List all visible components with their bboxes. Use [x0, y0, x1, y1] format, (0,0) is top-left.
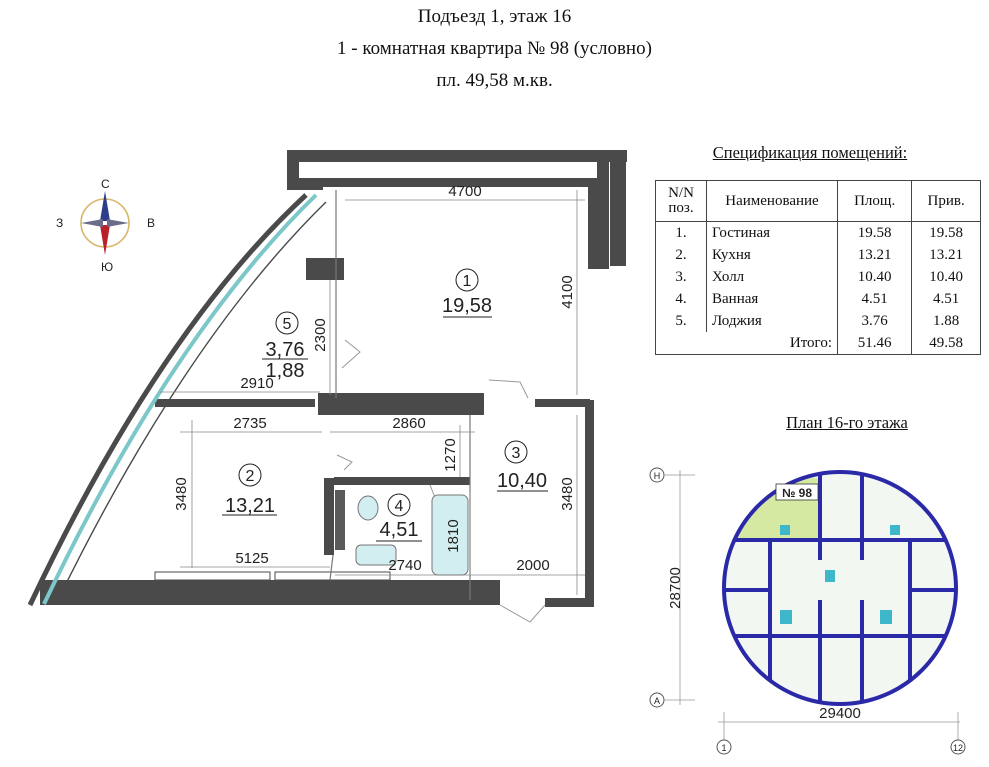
- dim-29400: 29400: [819, 705, 861, 722]
- compass-east-label: В: [147, 216, 156, 230]
- floor-plan: [640, 440, 985, 765]
- apartment-label: № 98: [781, 486, 813, 500]
- dim-2740: 2740: [388, 557, 422, 574]
- header-name: Наименование: [707, 181, 838, 222]
- room-1-area: 19,58: [441, 295, 493, 317]
- room-3-area: 10,40: [496, 470, 548, 492]
- specification-table: [655, 180, 981, 355]
- room-4-number: 4: [394, 498, 404, 515]
- header-area: Площ.: [838, 181, 912, 222]
- dim-4100: 4100: [559, 275, 576, 309]
- header-num: N/N поз.: [656, 181, 707, 222]
- compass-north-label: С: [101, 177, 110, 191]
- compass-south-label: Ю: [101, 260, 114, 274]
- axis-h-label: Н: [653, 471, 661, 481]
- header-apartment-title: 1 - комнатная квартира № 98 (условно): [337, 38, 652, 59]
- table-row: 5. Лоджия 3.76 1.88: [656, 310, 981, 332]
- table-row: 1. Гостиная 19.58 19.58: [656, 222, 981, 245]
- compass-west-label: З: [56, 216, 64, 230]
- header-area: пл. 49,58 м.кв.: [436, 70, 553, 91]
- room-1-number: 1: [462, 273, 472, 290]
- specification-title: Спецификация помещений:: [712, 143, 908, 162]
- room-5-area: 3,76: [265, 339, 305, 361]
- room-4-area: 4,51: [379, 519, 419, 541]
- floor-plan-title: План 16-го этажа: [786, 413, 908, 432]
- table-row: 2. Кухня 13.21 13.21: [656, 244, 981, 266]
- axis-a-label: А: [653, 696, 661, 706]
- dim-2910: 2910: [240, 375, 274, 392]
- specification-header-row: [656, 181, 981, 222]
- dim-3480-left: 3480: [173, 477, 190, 511]
- room-3-number: 3: [511, 445, 521, 462]
- table-total-row: Итого: 51.46 49.58: [656, 332, 981, 355]
- dim-4700: 4700: [448, 183, 482, 200]
- dim-5125: 5125: [235, 550, 269, 567]
- toilet-icon: [358, 496, 378, 520]
- room-5-reduced-area: 1,88: [265, 360, 305, 382]
- dim-1270: 1270: [442, 438, 459, 472]
- dim-2000: 2000: [516, 557, 550, 574]
- dim-28700: 28700: [667, 567, 684, 609]
- table-row: 4. Ванная 4.51 4.51: [656, 288, 981, 310]
- dim-2300: 2300: [312, 318, 329, 352]
- bathroom-cabinet: [335, 490, 345, 550]
- dim-1810: 1810: [445, 519, 462, 553]
- table-row: 3. Холл 10.40 10.40: [656, 266, 981, 288]
- room-5-number: 5: [282, 316, 292, 333]
- header-reduced: Прив.: [912, 181, 981, 222]
- room-2-number: 2: [245, 468, 255, 485]
- dim-2860: 2860: [392, 415, 426, 432]
- axis-1-label: 1: [721, 743, 727, 753]
- dim-3480-right: 3480: [559, 477, 576, 511]
- dim-2735: 2735: [233, 415, 267, 432]
- axis-12-label: 12: [952, 743, 964, 753]
- walls: [40, 150, 627, 607]
- room-2-area: 13,21: [224, 495, 276, 517]
- header-entrance-floor: Подъезд 1, этаж 16: [417, 6, 572, 27]
